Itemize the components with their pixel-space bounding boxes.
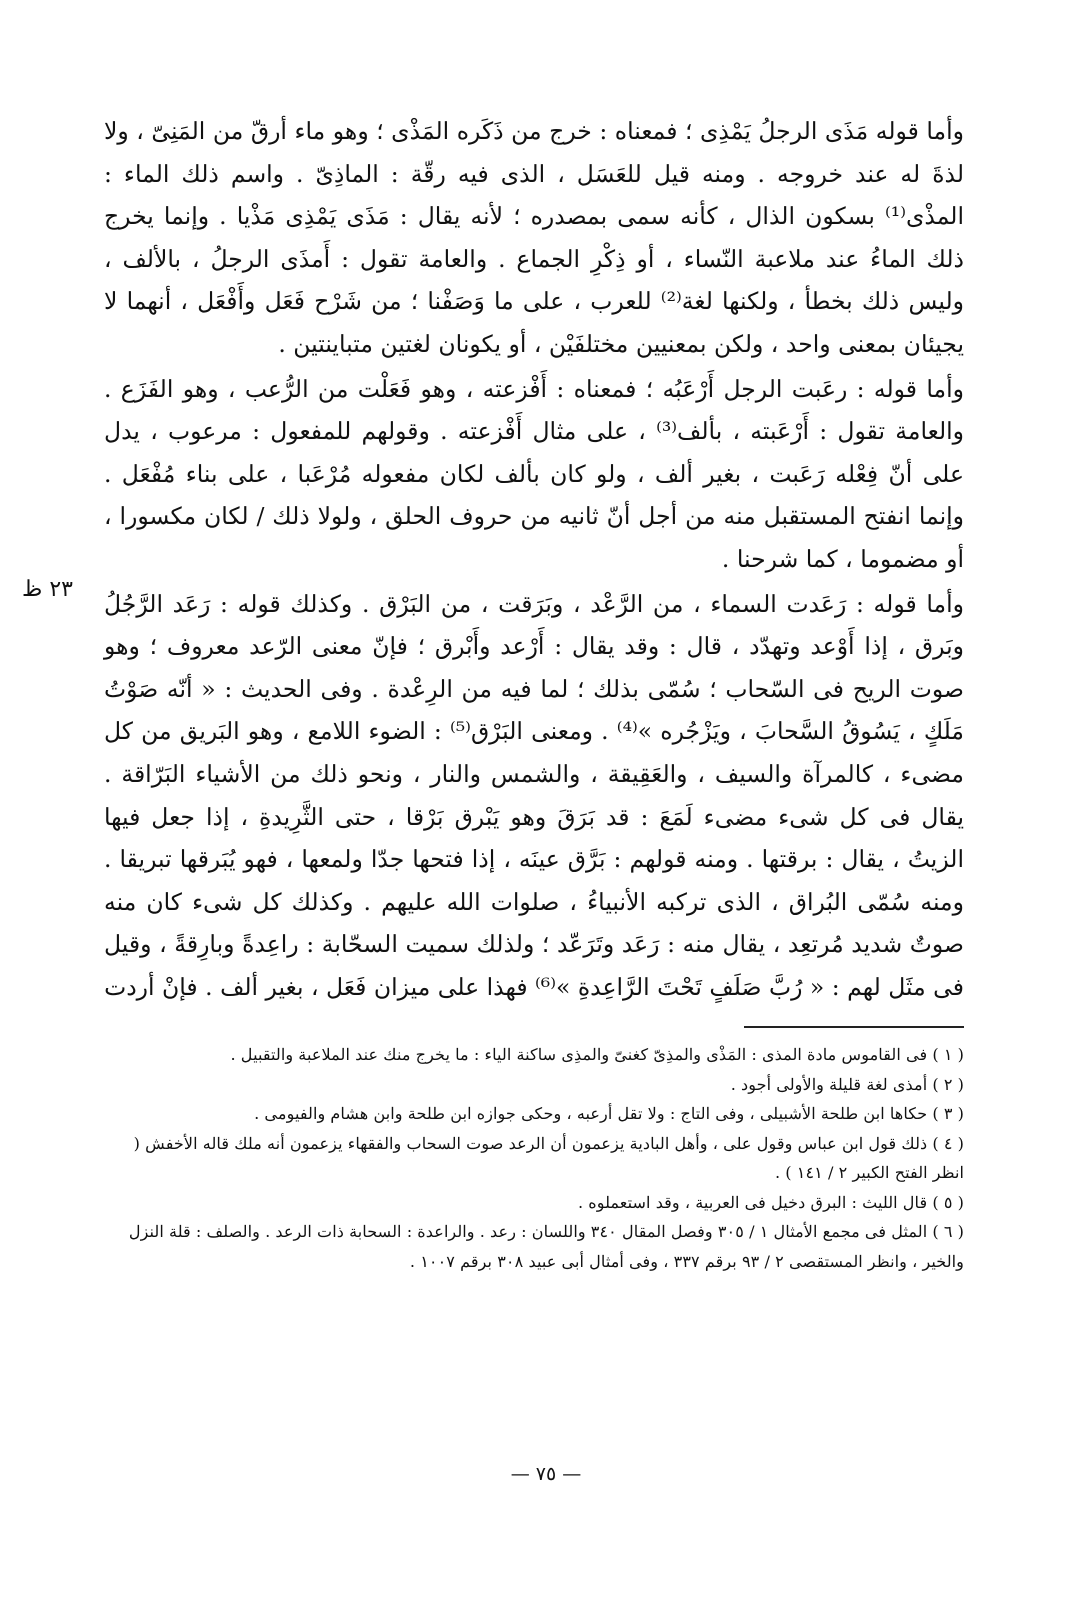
footnote-1: ( ١ ) فى القاموس مادة المذى : المَذْى والمذِىّ كغنىّ والمذِى ساكنة الياء : ما يخرج منك عند الملاعبة والتقبيل . xyxy=(230,1045,964,1065)
footnote-2: ( ٢ ) أمذى لغة قليلة والأولى أجود . xyxy=(730,1074,964,1094)
paragraph-text: وأما قوله : رعَبت الرجل أَرْعَبُه ؛ فمعناه : أَفْزعته ، وهو فَعَلْت من الرُّعب ، وهو الفَزَع . والعامة تقول : أَرْعَبته ، بألف⁽³⁾ ، على مثال أَفْزعته . وقولهم للمفعول : مرعوب ، يدل على أنّ فِعْله رَعَبت ، بغير ألف ، ولو كان بألف لكان مفعوله مُرْعَبا ، على بناء مُفْعَل . وإنما انفتح المستقبل منه من أجل أنّ ثانيه من حروف الحلق ، ولولا ذلك / لكان مكسورا ، أو مضموما ، كما شرحنا . xyxy=(104,374,964,573)
footnote-6: ( ٦ ) المثل فى مجمع الأمثال ١ / ٣٠٥ وفصل المقال ٣٤٠ واللسان : رعد . والراعدة : السحابة ذات الرعد . والصلف : قلة النزل والخير ، وانظر المستقصى ٢ / ٩٣ برقم ٣٣٧ ، وفى أمثال أبى عبيد ٣٠٨ برقم ١٠٠٧ . xyxy=(128,1222,964,1271)
paragraph-madha xyxy=(104,110,964,366)
margin-folio-note: ٢٣ ظ xyxy=(22,577,73,602)
main-text xyxy=(104,110,964,1008)
paragraph-text: وأما قوله : رَعَدت السماء ، من الرَّعْد ، وبَرَقت ، من البَرْق . وكذلك قوله : رَعَد الرَّجُلُ وبَرق ، إذا أَوْعد وتهدّد ، قال : وقد يقال : أَرْعد وأَبْرق ؛ فإنّ معنى الرّعد معروف ؛ وهو صوت الريح فى السّحاب ؛ سُمّى بذلك ؛ لما فيه من الرِعْدة . وفى الحديث : « أنّه صَوْتُ مَلَكٍ ، يَسُوقُ السَّحابَ ، ويَزْجُره »⁽⁴⁾ . ومعنى البَرْق⁽⁵⁾ : الضوء اللامع ، وهو البَريق من كل مضىء ، كالمرآة والسيف ، والعَقِيقة ، والشمس والنار ، ونحو ذلك من الأشياء البَرّاقة . يقال فى كل شىء مضىء لَمَعَ : قد بَرَقَ وهو يَبْرق بَرْقا ، حتى الثَّرِيدةِ ، إذا جعل فيها الزيتُ ، يقال : برقتها . ومنه قولهم : بَرَّق عينَه ، إذا فتحها جدّا ولمعها ، فهو يُبَرقها تبريقا . ومنه سُمّى البُراق ، الذى تركبه الأنبياءُ ، صلوات الله عليهم . وكذلك كل شىء كان منه صوتٌ شديد مُرتعِد ، يقال منه : رَعَد وتَرَعّد ؛ ولذلك سميت السحّابة : راعِدةً وبارِقةً ، وقيل فى مثَل لهم : « رُبَّ صَلَفٍ تَحْتَ الرَّاعِدةِ »⁽⁶⁾ فهذا على ميزان فَعَل ، بغير ألف . فإنْ أردت xyxy=(104,589,964,1001)
page-number: — ٧٥ — xyxy=(510,1463,582,1485)
footnote-5: ( ٥ ) قال الليث : البرق دخيل فى العربية ، وقد استعملوه . xyxy=(577,1192,964,1212)
paragraph-raadat xyxy=(104,583,964,1009)
footnote-divider xyxy=(744,1026,964,1028)
footnote-4: ( ٤ ) ذلك قول ابن عباس وقول على ، وأهل البادية يزعمون أن الرعد صوت السحاب والفقهاء يزعمون أنه ملك قاله الأخفش ( انظر الفتح الكبير ٢ / ١٤١ ) . xyxy=(133,1133,964,1183)
paragraph-raabt xyxy=(104,368,964,581)
footnotes xyxy=(104,1040,964,1276)
footnote-3: ( ٣ ) حكاها ابن طلحة الأشبيلى ، وفى التاج : ولا تقل أرعبه ، وحكى جوازه ابن طلحة وابن هشام والفيومى . xyxy=(254,1104,964,1124)
page-content xyxy=(104,110,964,1276)
paragraph-text: وأما قوله مَذَى الرجلُ يَمْذِى ؛ فمعناه : خرج من ذَكَره المَذْى ؛ وهو ماء أرقّ من المَنِىّ ، ولا لذةَ له عند خروجه . ومنه قيل للعَسَل ، الذى فيه رقّة : الماذِىّ . واسم ذلك الماء : المذْى⁽¹⁾ بسكون الذال ، كأنه سمى بمصدره ؛ لأنه يقال : مَذَى يَمْذِى مَذْيا . وإنما يخرج ذلك الماءُ عند ملاعبة النّساء ، أو ذِكْرِ الجماع . والعامة تقول : أَمذَى الرجلُ ، بالألف ، وليس ذلك بخطأ ، ولكنها لغة⁽²⁾ للعرب ، على ما وَصَفْنا ؛ من شَرْح فَعَل وأَفْعَل ، أنهما لا يجيئان بمعنى واحد ، ولكن بمعنيين مختلفَيْن ، أو يكونان لغتين متباينتين . xyxy=(104,117,965,358)
